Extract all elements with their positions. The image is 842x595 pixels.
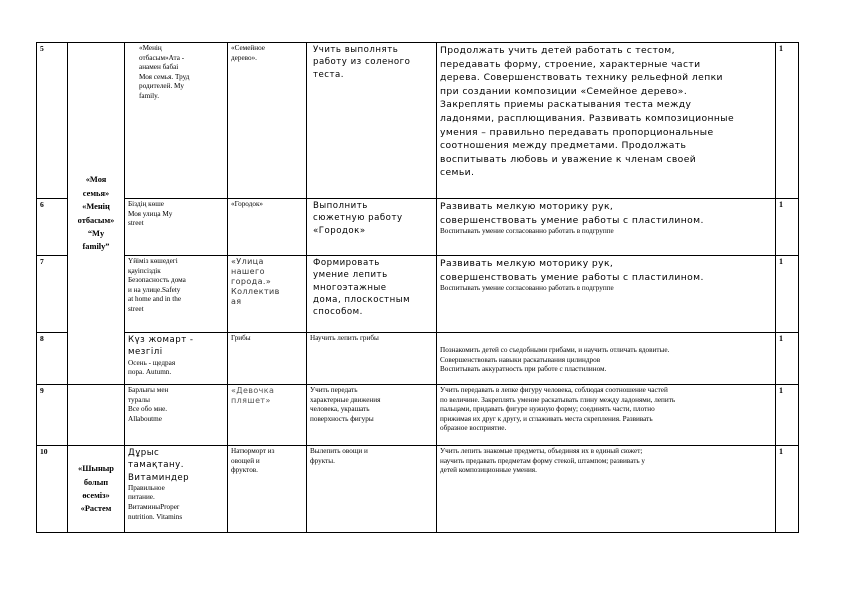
goals-cell: Продолжать учить детей работать с тестом, передавать форму, строение, характерные части дерева. Совершенствовать технику рельефной лепки при создании композиции «Семейное дерево». Закреплять приемы раскатывания теста между ладонями, расплющивания. Развивать композиционные умения – правильно передавать пропорциональные соотношения между предметами. Продолжать воспитывать любовь и уважение к членам своей семьи. [437,43,776,199]
row-number: 5 [37,43,68,199]
task-cell: Формировать умение лепить многоэтажные дома, плоскостным способом. [307,256,437,333]
goals-cell: Развивать мелкую моторику рук, совершенствовать умение работы с пластилином. Воспитывать умение согласованно работать в подгруппе [437,199,776,256]
subtopic-cell: «Менің отбасым»Ата - анамен бабаі Моя семья. Труд родителей. My family. [125,43,228,199]
task-cell: Учить передать характерные движения человека, украшать поверхность фигуры [307,385,437,446]
subtopic-cell: Біздің көше Моя улица My street [125,199,228,256]
task-cell: Научить лепить грибы [307,333,437,385]
table-row [37,199,799,256]
hours-cell: 1 [776,333,799,385]
row-number: 7 [37,256,68,333]
task-cell: Выполнить сюжетную работу «Городок» [307,199,437,256]
row-number: 10 [37,446,68,533]
goals-cell: Учить лепить знакомые предметы, объединяя их в единый сюжет; научить предавать предметам форму стекой, штампом; развивать у детей композиционные умения. [437,446,776,533]
table-row [37,256,799,333]
goals-cell: Познакомить детей со съедобными грибами, и научить отличать ядовитые. Совершенствовать навыки раскатывания цилиндров Воспитывать аккуратность при работе с пластилином. [437,333,776,385]
hours-cell: 1 [776,385,799,446]
table-row [37,43,799,199]
theme-family: «Моя семья» «Менің отбасым» “My family” [68,43,125,385]
hours-cell: 1 [776,43,799,199]
subtopic-cell: Үйіміз көшедегі қауіпсіздік Безопасность дома и на улице.Safety at home and in the street [125,256,228,333]
goals-cell: Учить передавать в лепке фигуру человека, соблюдая соотношение частей по величине. Закреплять умение раскатывать глину между ладонями, лепить пальцами, придавать фигуре нужную форму; соединять части, плотно прижимая их друг к другу, и сглаживать места скрепления. Развивать образное восприятие. [437,385,776,446]
row-number: 9 [37,385,68,446]
table-row [37,333,799,385]
table-row [37,446,799,533]
work-title-cell: Грибы [228,333,307,385]
goals-cell: Развивать мелкую моторику рук, совершенствовать умение работы с пластилином. Воспитывать умение согласованно работать в подгруппе [437,256,776,333]
work-title-cell: Натюрморт из овощей и фруктов. [228,446,307,533]
hours-cell: 1 [776,256,799,333]
subtopic-cell: Дұрыс тамақтану. Витаминдер Правильное питание. ВитаминыProper nutrition. Vitamins [125,446,228,533]
row-number: 6 [37,199,68,256]
task-cell: Учить выполнять работу из соленого теста. [307,43,437,199]
work-title-cell: «Улица нашего города.» Коллектив ая [228,256,307,333]
theme-growing: «Шыныр болып өсеміз» «Растем [68,446,125,533]
hours-cell: 1 [776,446,799,533]
lesson-plan-table [36,42,799,533]
subtopic-cell: Барлығы мен туралы Все обо мне. Allaboutme [125,385,228,446]
work-title-cell: «Семейное дерево». [228,43,307,199]
hours-cell: 1 [776,199,799,256]
work-title-cell: «Девочка пляшет» [228,385,307,446]
subtopic-cell: Күз жомарт - мезгілі Осень - щедрая пора. Autumn. [125,333,228,385]
work-title-cell: «Городок» [228,199,307,256]
task-cell: Вылепить овощи и фрукты. [307,446,437,533]
theme-empty-cell [68,385,125,446]
table-row [37,385,799,446]
row-number: 8 [37,333,68,385]
